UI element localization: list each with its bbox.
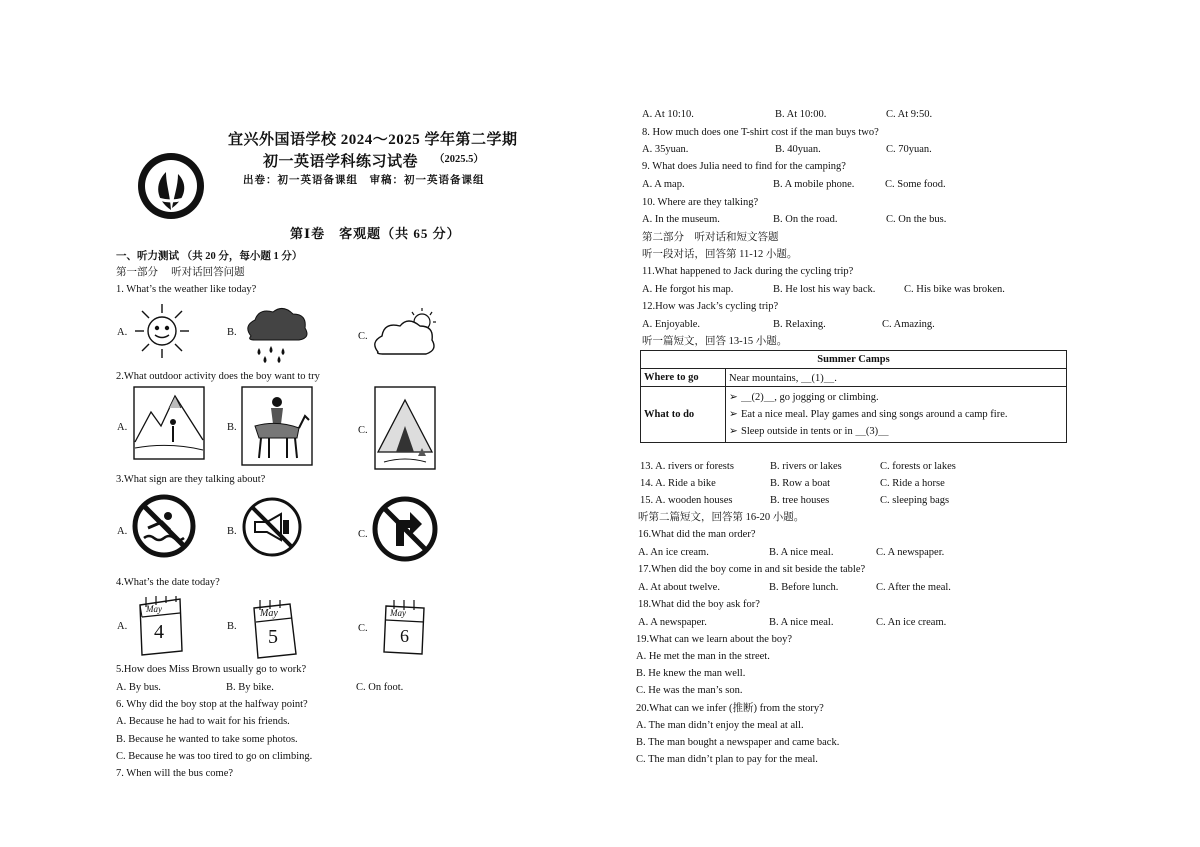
question-10: 10. Where are they talking? xyxy=(642,197,759,208)
q14-option-a: 14. A. Ride a bike xyxy=(640,478,716,489)
q2-option-a-label: A. xyxy=(117,422,128,433)
horse-riding-picture xyxy=(241,386,313,466)
listening-passage1: 听一篇短文，回答 13-15 小题。 xyxy=(642,336,788,347)
q3-option-b-label: B. xyxy=(227,526,237,537)
q4-option-b-label: B. xyxy=(227,621,237,632)
q9-option-a: A. A map. xyxy=(642,179,685,190)
calendar-a-month: May xyxy=(146,604,162,614)
no-swimming-sign-icon xyxy=(132,494,196,558)
q6-option-b: B. Because he wanted to take some photos. xyxy=(116,734,298,745)
table-list-item: ➢ ＿(2)＿, go jogging or climbing. xyxy=(729,389,1063,406)
subject-title: 初一英语学科练习试卷 xyxy=(263,154,419,170)
table-row-label: What to do xyxy=(641,387,726,443)
q12-option-c: C. Amazing. xyxy=(882,319,935,330)
q6-option-c: C. Because he was too tired to go on climbing. xyxy=(116,751,313,762)
question-12: 12.How was Jack’s cycling trip? xyxy=(642,301,779,312)
table-title: Summer Camps xyxy=(641,351,1067,369)
q13-option-c: C. forests or lakes xyxy=(880,461,956,472)
q10-option-c: C. On the bus. xyxy=(886,214,947,225)
q20-option-b: B. The man bought a newspaper and came back. xyxy=(636,737,840,748)
q13-option-b: B. rivers or lakes xyxy=(770,461,842,472)
q9-option-b: B. A mobile phone. xyxy=(773,179,855,190)
calendar-b-month: May xyxy=(260,608,278,619)
q15-option-b: B. tree houses xyxy=(770,495,830,506)
question-6: 6. Why did the boy stop at the halfway point? xyxy=(116,699,308,710)
q6-option-a: A. Because he had to wait for his friends. xyxy=(116,716,290,727)
school-title: 宜兴外国语学校 2024～2025 学年第二学期 xyxy=(228,132,518,148)
question-17: 17.When did the boy come in and sit beside the table? xyxy=(638,564,866,575)
q11-option-b: B. He lost his way back. xyxy=(773,284,876,295)
q17-option-c: C. After the meal. xyxy=(876,582,951,593)
school-logo xyxy=(136,150,206,222)
q1-option-c-label: C. xyxy=(358,331,368,342)
question-19: 19.What can we learn about the boy? xyxy=(636,634,792,645)
q18-option-b: B. A nice meal. xyxy=(769,617,834,628)
q8-option-c: C. 70yuan. xyxy=(886,144,932,155)
q14-option-b: B. Row a boat xyxy=(770,478,831,489)
q16-option-a: A. An ice cream. xyxy=(638,547,709,558)
table-list-item: ➢ Eat a nice meal. Play games and sing songs around a camp fire. xyxy=(729,406,1063,423)
q19-option-b: B. He knew the man well. xyxy=(636,668,746,679)
q4-option-a-label: A. xyxy=(117,621,128,632)
q3-option-a-label: A. xyxy=(117,526,128,537)
q12-option-a: A. Enjoyable. xyxy=(642,319,701,330)
q7-option-c: C. At 9:50. xyxy=(886,109,933,120)
mountain-hiking-picture xyxy=(133,386,205,460)
q18-option-a: A. A newspaper. xyxy=(638,617,707,628)
question-1: 1. What’s the weather like today? xyxy=(116,284,257,295)
q11-option-c: C. His bike was broken. xyxy=(904,284,1005,295)
listening-passage2: 听第二篇短文，回答第 16-20 小题。 xyxy=(638,512,805,523)
question-9: 9. What does Julia need to find for the camping? xyxy=(642,161,846,172)
q1-option-a-label: A. xyxy=(117,327,128,338)
q14-option-c: C. Ride a horse xyxy=(880,478,945,489)
q7-option-a: A. At 10:10. xyxy=(642,109,694,120)
q5-option-a: A. By bus. xyxy=(116,682,161,693)
q18-option-c: C. An ice cream. xyxy=(876,617,947,628)
q15-option-a: 15. A. wooden houses xyxy=(640,495,733,506)
summer-camps-table xyxy=(640,350,1067,443)
table-row-label: Where to go xyxy=(641,369,726,387)
q4-option-c-label: C. xyxy=(358,623,368,634)
table-row-value: Near mountains, ＿(1)＿. xyxy=(726,369,1067,387)
q8-option-b: B. 40yuan. xyxy=(775,144,821,155)
arrow-icon: ➢ xyxy=(729,426,738,437)
q16-option-b: B. A nice meal. xyxy=(769,547,834,558)
q20-option-c: C. The man didn’t plan to pay for the meal. xyxy=(636,754,818,765)
calendar-c-icon xyxy=(380,600,428,658)
q1-option-b-label: B. xyxy=(227,327,237,338)
q15-option-c: C. sleeping bags xyxy=(880,495,950,506)
q7-option-b: B. At 10:00. xyxy=(775,109,827,120)
calendar-c-month: May xyxy=(390,608,406,618)
rain-cloud-icon xyxy=(241,304,313,364)
setter-line: 出卷：初一英语备课组 审稿：初一英语备课组 xyxy=(243,175,485,186)
question-4: 4.What’s the date today? xyxy=(116,577,220,588)
q13-option-a: 13. A. rivers or forests xyxy=(640,461,734,472)
q2-option-b-label: B. xyxy=(227,422,237,433)
q11-option-a: A. He forgot his map. xyxy=(642,284,734,295)
question-16: 16.What did the man order? xyxy=(638,529,756,540)
q12-option-b: B. Relaxing. xyxy=(773,319,826,330)
calendar-a-icon xyxy=(134,595,184,657)
q8-option-a: A. 35yuan. xyxy=(642,144,689,155)
arrow-icon: ➢ xyxy=(729,409,738,420)
listening-heading: 一、听力测试 （共 20 分，每小题 1 分） xyxy=(116,251,303,262)
calendar-b-icon xyxy=(250,600,298,660)
question-7: 7. When will the bus come? xyxy=(116,768,234,779)
q20-option-a: A. The man didn’t enjoy the meal at all. xyxy=(636,720,804,731)
question-5: 5.How does Miss Brown usually go to work? xyxy=(116,664,307,675)
question-20: 20.What can we infer (推断) from the story? xyxy=(636,703,824,714)
calendar-a-day: 4 xyxy=(154,621,164,643)
listening-part2-dialogue: 听一段对话，回答第 11-12 小题。 xyxy=(642,249,798,260)
no-horn-sign-icon xyxy=(241,496,303,558)
q16-option-c: C. A newspaper. xyxy=(876,547,945,558)
q19-option-c: C. He was the man’s son. xyxy=(636,685,743,696)
table-list-item: ➢ Sleep outside in tents or in ＿(3)＿ xyxy=(729,423,1063,440)
q17-option-b: B. Before lunch. xyxy=(769,582,839,593)
question-2: 2.What outdoor activity does the boy want to try xyxy=(116,371,320,382)
listening-part2: 第二部分 听对话和短文答题 xyxy=(642,232,779,243)
q5-option-b: B. By bike. xyxy=(226,682,274,693)
q3-option-c-label: C. xyxy=(358,529,368,540)
sun-icon xyxy=(133,302,191,360)
q9-option-c: C. Some food. xyxy=(885,179,946,190)
arrow-icon: ➢ xyxy=(729,392,738,403)
q10-option-a: A. In the museum. xyxy=(642,214,720,225)
question-11: 11.What happened to Jack during the cycling trip? xyxy=(642,266,854,277)
listening-part1: 第一部分 听对话回答问题 xyxy=(116,267,245,278)
exam-date: （2025.5） xyxy=(434,154,484,165)
question-8: 8. How much does one T-shirt cost if the man buys two? xyxy=(642,127,879,138)
calendar-c-day: 6 xyxy=(400,626,409,646)
cloudy-sun-icon xyxy=(370,306,442,368)
camping-tent-picture xyxy=(374,386,436,470)
part-title: 第Ⅰ卷 客观题（共 65 分） xyxy=(290,226,461,241)
q17-option-a: A. At about twelve. xyxy=(638,582,720,593)
calendar-b-day: 5 xyxy=(268,626,278,648)
q19-option-a: A. He met the man in the street. xyxy=(636,651,770,662)
q10-option-b: B. On the road. xyxy=(773,214,838,225)
question-18: 18.What did the boy ask for? xyxy=(638,599,760,610)
no-right-turn-sign-icon xyxy=(372,496,438,562)
q2-option-c-label: C. xyxy=(358,425,368,436)
q5-option-c: C. On foot. xyxy=(356,682,404,693)
question-3: 3.What sign are they talking about? xyxy=(116,474,266,485)
